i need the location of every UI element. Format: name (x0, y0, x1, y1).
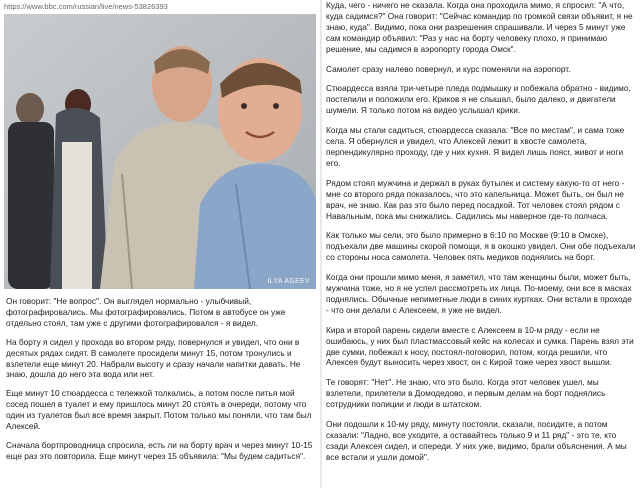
paragraph: Когда они прошли мимо меня, я заметил, что там женщины были, может быть, мужчина тоже, но я не успел рассмотреть их лица. По-моему, они все в масках поднялись. Обычные непиметные люди в синих куртках. Они встали в проходе - что они делали с Алексеем, я уже не видел. (326, 272, 632, 315)
paragraph: На борту я сидел у прохода во втором ряду, повернулся и увидел, что они в десятых рядах сидят. В самолете просидели минут 15, потом тронулись и взлетели еще минут 20. Набрали высоту и сразу начали напитки давать. Не знаю, дошла до него эта вода или нет. (6, 336, 301, 380)
left-article-text (6, 296, 314, 470)
paragraph: Когда мы стали садиться, стюардесса сказала: "Все по местам", и сама тоже села. Я обернулся и увидел, что Алексей лежит в хвосте самолета, перпендикулярно проходу, где у них кухня. Я видел лишь поясr, живот и ноги его. (326, 125, 625, 168)
paragraph: Как только мы сели, это было примерно в 6:10 по Москве (9:10 в Омске), подъехали две машины скорой помощи, я в окошко увидел. Они обе подъехали со стороны носа самолета. Человек пять медиков поднялись на борт. (326, 230, 636, 263)
photo-credit: ILYA AGEEV (267, 278, 310, 285)
right-panel (322, 0, 640, 488)
source-url: https://www.bbc.com/russian/live/news-53826393 (4, 2, 168, 11)
paragraph: Самолет сразу налево повернул, и курс поменяли на аэропорт. (326, 63, 571, 74)
right-article-text (326, 0, 636, 472)
paragraph: Они подошли к 10-му ряду, минуту постояли, сказали, посидите, а потом сказали: "Ладно, все уходите, а оставайтесь только 9 и 11 ряд" - это те, кто сзади Алексея сидел, и спереди. У них уже, видимо, брали объяснения. А мы все встали и ушли домой". (326, 419, 627, 462)
paragraph: Кира и второй парень сидели вместе с Алексеем в 10-м ряду - если не ошибаюсь, у них был пластмассовый кейс на колесах и сумка. Парень взял эти две сумки, побежал к носу, постоял-поговорил, потом, когда решили, что Алексея будут выносить через хвост, он с Кирой тоже через хвост вышли. (326, 324, 634, 368)
news-photo (4, 14, 316, 289)
paragraph: Те говорят: "Нет". Не знаю, что это было. Когда этот человек ушел, мы взлетели, прилетели в Домодедово, и первым делам на борт поднялись сотрудники полиции и люди в штатском. (326, 377, 606, 410)
paragraph: Стюардесса взяла три-четыре пледа подмышку и побежала обратно - видимо, постелили и положили его. Криков я не слышал, было далеко, и двигатели шумели. Я только потом на видео услышал крики. (326, 83, 631, 116)
selfie-photo-illustration (4, 14, 316, 289)
paragraph: Сначала бортпроводница спросила, есть ли на борту врач и через минут 10-15 еще раз это повторила. Еще минут через 15 объявила: "Мы будем садиться". (6, 439, 313, 461)
paragraph: Рядом стоял мужчина и держал в руках бутылек и систему какую-то от него - мне со второго ряда показалось, что это капельница. Может быть, он был не врач, не знаю. Как раз это было перед посадкой. Тот человек стоял рядом с Навальным, пока мы снижались. Садились мы наверное где-то полчаса. (326, 177, 625, 221)
paragraph: Еще минут 10 стюардесса с тележкой толкались, а потом после питья мой сосед пошел в туалет и ему пришлось минут 20 стоять в очереди, потому что один из туалетов был все время закрыт. Потом только мы поняли, что там был Алексей. (6, 388, 312, 432)
paragraph: Он говорит: "Не вопрос". Он выглядел нормально - улыбчивый, фотографировались. Мы фотографировались. Потом в автобусе он уже отдельно стоял, там уже с другими фотографировался - я видел. (6, 296, 286, 328)
paragraph: Куда, чего - ничего не сказала. Когда она проходила мимо, я спросил: "А что, куда садимся?" Она говорит: "Сейчас командир по громкой связи объявит, я не знаю, куда". Видимо, пока они разрешения спрашивали. И через 5 минут уже сам командир объявил: "Раз у нас на борту человеку плохо, я принимаю решение, мы садимся в аэропорту города Омск". (326, 0, 633, 54)
